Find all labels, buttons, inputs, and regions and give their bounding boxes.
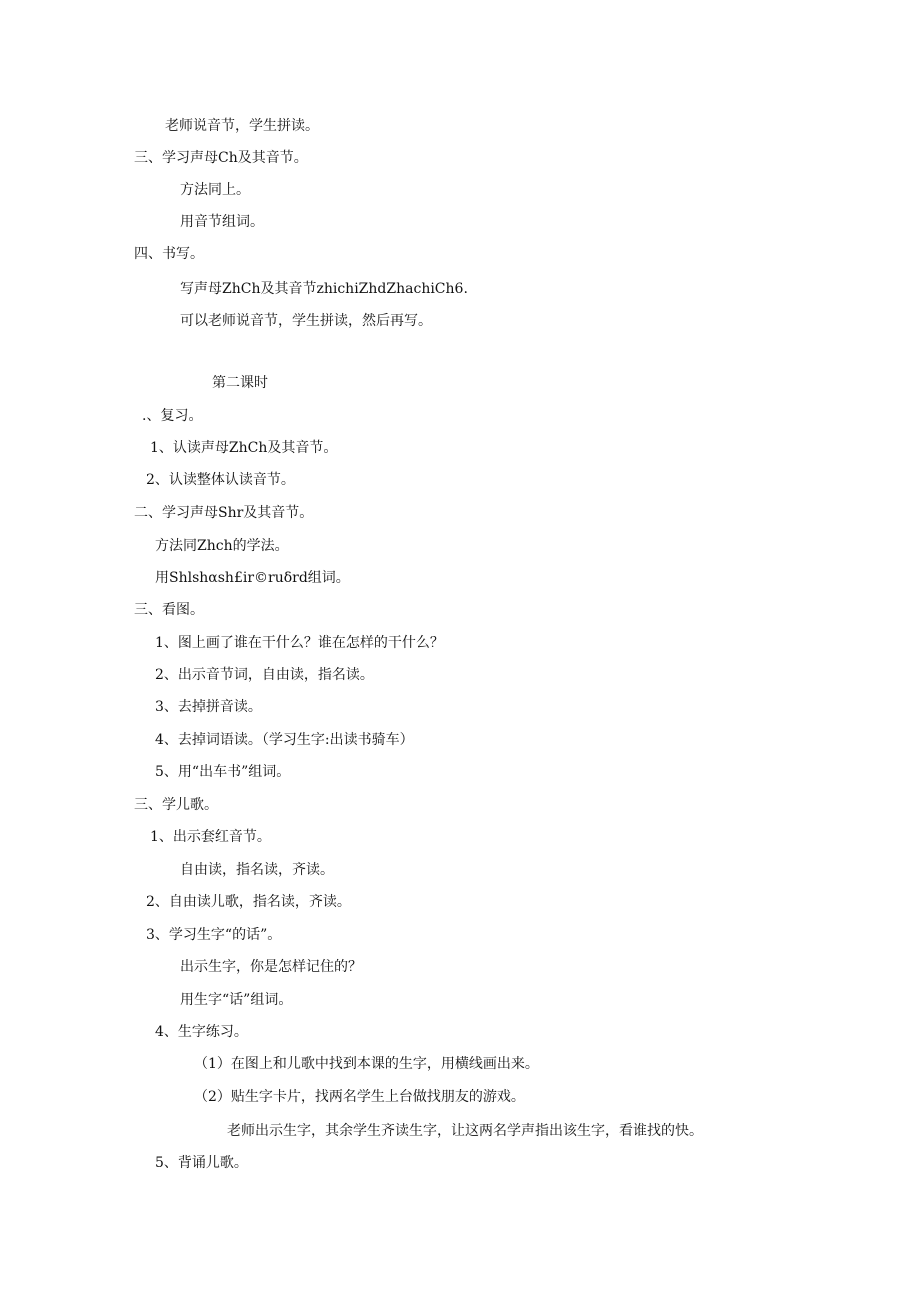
list-item: 1、出示套红音节。 [150, 829, 271, 845]
list-item: 2、自由读儿歌，指名读，齐读。 [146, 894, 351, 910]
section-heading: 四、书写。 [134, 246, 204, 262]
text-line: 方法同上。 [180, 182, 250, 198]
list-item: 2、出示音节词，自由读，指名读。 [155, 667, 374, 683]
section-heading: 三、学习声母Ch及其音节。 [134, 150, 308, 166]
list-item: 4、去掉词语读。（学习生字:出读书骑车） [155, 732, 414, 748]
list-item: 4、生字练习。 [155, 1024, 248, 1040]
lesson-title: 第二课时 [212, 375, 268, 391]
list-item: 2、认读整体认读音节。 [146, 472, 295, 488]
list-item: 1、图上画了谁在干什么？谁在怎样的干什么？ [155, 635, 444, 651]
text-line: 自由读，指名读，齐读。 [180, 862, 334, 878]
list-item: 5、背诵儿歌。 [155, 1155, 248, 1171]
sub-list-item: （2）贴生字卡片，找两名学生上台做找朋友的游戏。 [194, 1089, 525, 1105]
text-line: 用生字“话”组词。 [180, 992, 293, 1008]
sub-list-item: （1）在图上和儿歌中找到本课的生字，用横线画出来。 [194, 1056, 539, 1072]
section-heading: 三、看图。 [134, 602, 204, 618]
section-heading: 二、学习声母Shr及其音节。 [134, 505, 314, 521]
list-item: 1、认读声母ZhCh及其音节。 [150, 440, 338, 456]
list-item: 5、用“出车书”组词。 [155, 764, 291, 780]
text-line: 用Shlshαsh£ir©ruδrd组词。 [155, 570, 350, 586]
text-line: 出示生字，你是怎样记住的？ [180, 959, 362, 975]
text-line: 老师出示生字，其余学生齐读生字，让这两名学声指出该生字，看谁找的快。 [227, 1123, 703, 1139]
list-item: 3、学习生字“的话”。 [146, 927, 282, 943]
text-line: 老师说音节，学生拼读。 [165, 118, 319, 134]
text-line: 可以老师说音节，学生拼读，然后再写。 [180, 313, 432, 329]
section-heading: 三、学儿歌。 [134, 797, 218, 813]
text-line: 用音节组词。 [180, 214, 264, 230]
section-heading: .、复习。 [142, 408, 203, 424]
text-line: 方法同Zhch的学法。 [155, 538, 289, 554]
text-line: 写声母ZhCh及其音节zhichiZhdZhachiCh6. [180, 281, 468, 297]
list-item: 3、去掉拼音读。 [155, 699, 262, 715]
